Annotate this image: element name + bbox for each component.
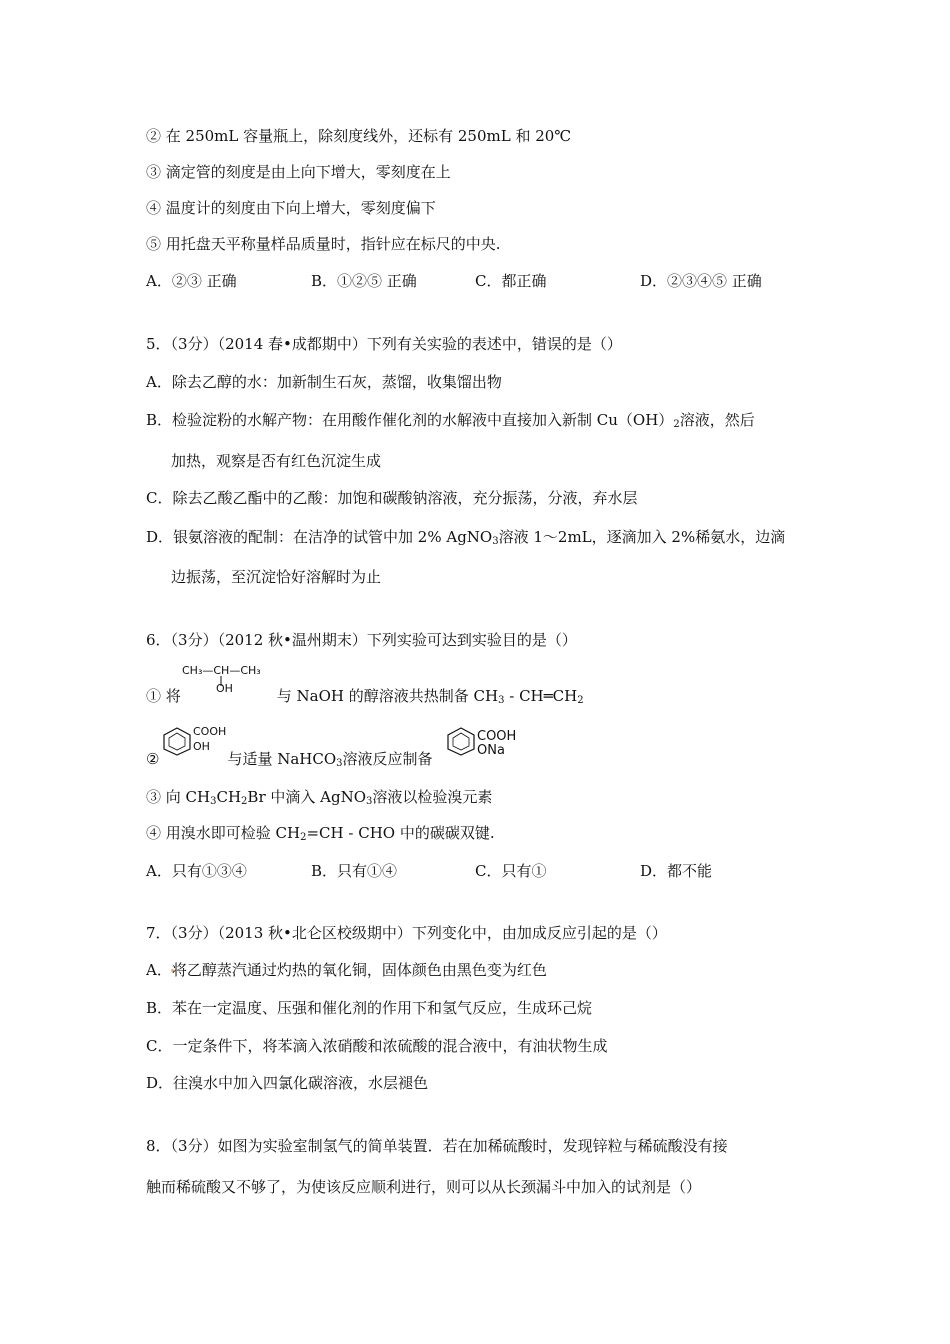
q6-option-b: B．只有①④: [311, 862, 398, 880]
struct2-oh-label: OH: [193, 740, 210, 753]
structure-oh-label: OH: [216, 682, 233, 695]
struct3-ona-label: ONa: [477, 743, 505, 758]
q5-option-d: D．银氨溶液的配制：在洁净的试管中加 2% AgNO$_3$溶液 1～2mL，逐滴加入 2%稀氨水，边滴: [146, 528, 786, 547]
q7-option-a: A．将乙醇蒸汽通过灼热的氧化铜，固体颜色由黑色变为红色: [146, 961, 547, 979]
q5-option-b-continued: 加热，观察是否有红色沉淀生成: [171, 452, 382, 470]
q5-option-a: A．除去乙醇的水：加新制生石灰，蒸馏，收集馏出物: [146, 373, 502, 391]
q5-stem: 5．（3分）（2014 春•成都期中）下列有关实验的表述中，错误的是（）: [146, 335, 622, 353]
q4-option-b: B．①②⑤ 正确: [311, 272, 417, 290]
q8-stem-continued: 触而稀硫酸又不够了，为使该反应顺利进行，则可以从长颈漏斗中加入的试剂是（）: [146, 1178, 702, 1196]
structure-chain-label: CH₃—CH—CH₃: [182, 664, 261, 677]
q5-option-b: B．检验淀粉的水解产物：在用酸作催化剂的水解液中直接加入新制 $Cu(OH)_2$溶液，然后: [146, 411, 755, 430]
q8-stem: 8．（3分）如图为实验室制氢气的简单装置．若在加稀硫酸时，发现锌粒与稀硫酸没有接: [146, 1137, 728, 1155]
q6-option-d: D．都不能: [640, 862, 713, 880]
q4-option-c: C．都正确: [475, 272, 547, 290]
q6-option-a: A．只有①③④: [146, 862, 247, 880]
q7-option-c: C．一定条件下，将苯滴入浓硝酸和浓硫酸的混合液中，有油状物生成: [146, 1037, 608, 1055]
q6-option-c: C．只有①: [475, 862, 547, 880]
q6-stem: 6．（3分）（2012 秋•温州期末）下列实验可达到实验目的是（）: [146, 631, 577, 649]
q6-item-4: ④ 用溴水即可检验 $CH_2=CH$ - CHO 中的碳碳双键.: [146, 824, 495, 843]
q4-item-4: ④ 温度计的刻度由下向上增大，零刻度偏下: [146, 199, 436, 217]
q4-item-2: ② 在 250mL 容量瓶上，除刻度线外，还标有 250mL 和 20℃: [146, 127, 572, 145]
q7-option-b: B．苯在一定温度、压强和催化剂的作用下和氢气反应，生成环己烷: [146, 999, 593, 1017]
isopropanol-structure: [182, 664, 261, 695]
q4-item-3: ③ 滴定管的刻度是由上向下增大，零刻度在上: [146, 163, 451, 181]
q5-option-c: C．除去乙酸乙酯中的乙酸：加饱和碳酸钠溶液，充分振荡，分液，弃水层: [146, 489, 638, 507]
q7-option-d: D．往溴水中加入四氯化碳溶液，水层褪色: [146, 1074, 429, 1092]
q5-option-d-continued: 边振荡，至沉淀恰好溶解时为止: [171, 568, 382, 586]
q7-stem: 7．（3分）（2013 秋•北仑区校级期中）下列变化中，由加成反应引起的是（）: [146, 924, 667, 942]
struct2-cooh-label: COOH: [193, 725, 227, 738]
q6-item-3: ③ 向 $CH_3CH_2Br$ 中滴入 AgNO$_3$溶液以检验溴元素: [146, 788, 493, 807]
q4-item-5: ⑤ 用托盘天平称量样品质量时，指针应在标尺的中央.: [146, 235, 501, 253]
struct3-cooh-label: COOH: [477, 729, 517, 744]
q6-item-1: ① 将 与 NaOH 的醇溶液共热制备 $CH_3$ - $CH═CH_2$: [146, 687, 584, 706]
benzene-ring-structure-2: [444, 726, 478, 756]
q6-item-2: ② 与适量 NaHCO$_3$溶液反应制备: [146, 750, 433, 769]
q4-option-d: D．②③④⑤ 正确: [640, 272, 762, 290]
q4-option-a: A．②③ 正确: [146, 272, 237, 290]
